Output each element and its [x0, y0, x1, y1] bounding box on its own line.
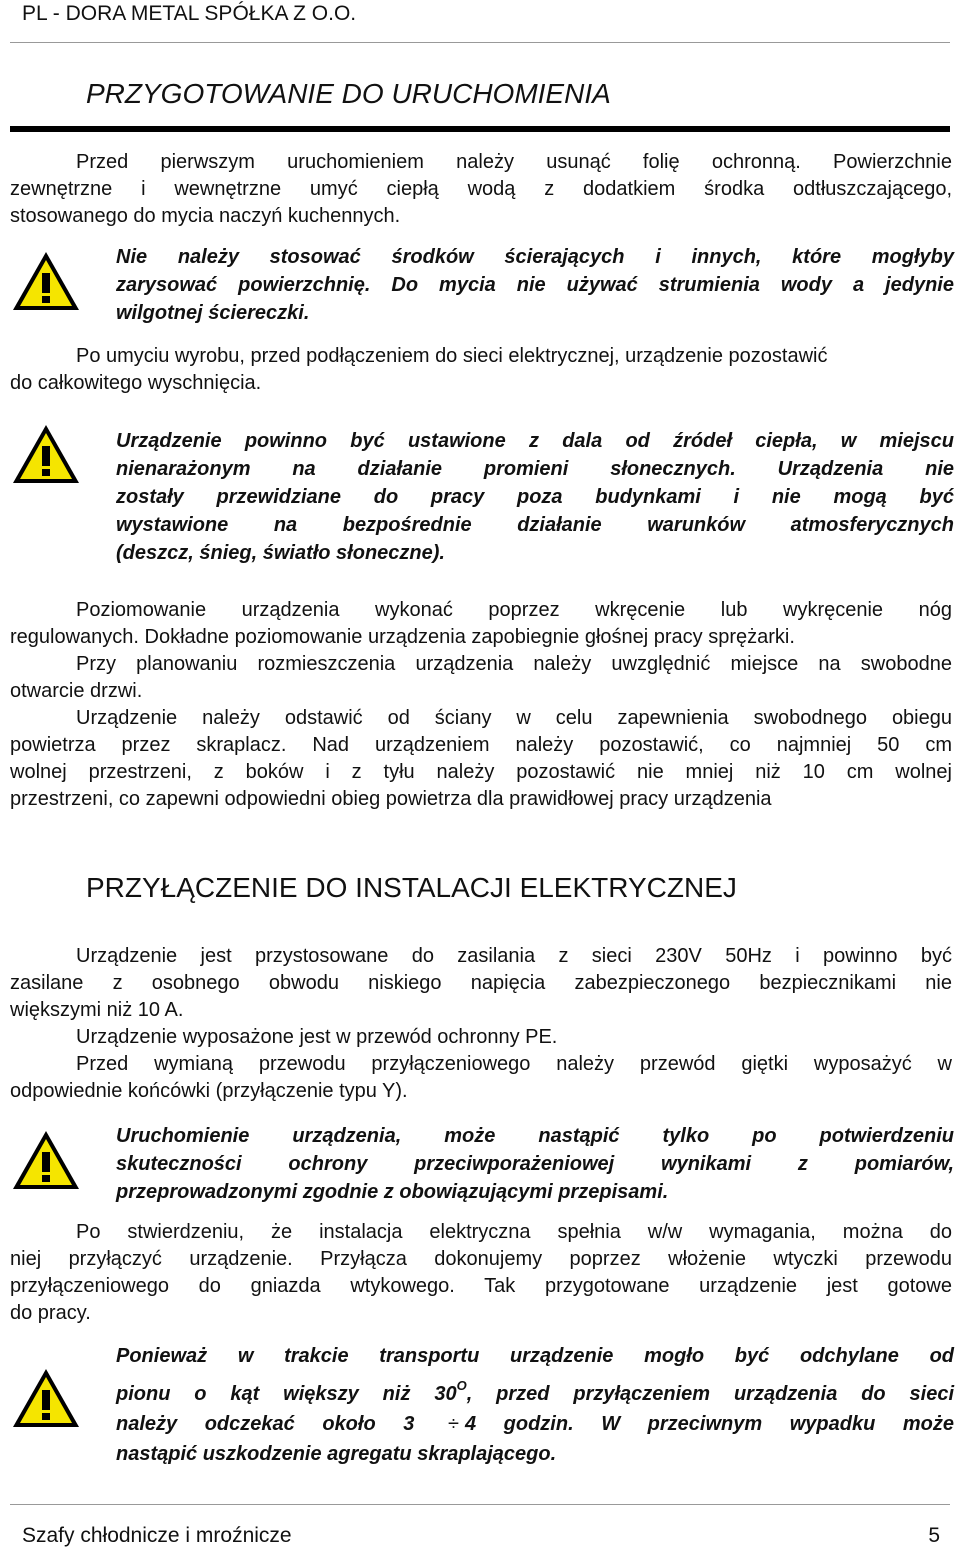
paragraph-power-supply	[10, 943, 952, 1105]
text-line: zewnętrzne i wewnętrzne umyć ciepłą wodą z dodatkiem środka odtłuszczającego,	[10, 178, 952, 200]
warning-triangle-icon	[10, 1128, 82, 1192]
text-line: Urządzenie wyposażone jest w przewód ochronny PE.	[76, 1026, 558, 1048]
warning-line: wilgotnej ściereczki.	[116, 302, 310, 324]
warning-triangle-icon	[10, 422, 82, 486]
text-line: zasilane z osobnego obwodu niskiego napięcia zabezpieczonego bezpiecznikami nie	[10, 972, 952, 994]
text-line: Urządzenie jest przystosowane do zasilania z sieci 230V 50Hz i powinno być	[76, 945, 952, 967]
text-line: Przed pierwszym uruchomieniem należy usunąć folię ochronną. Powierzchnie	[76, 151, 952, 173]
text-line: otwarcie drzwi.	[10, 680, 143, 702]
warning-line: skuteczności ochrony przeciwporażeniowej wynikami z pomiarów,	[116, 1153, 954, 1175]
warning-line: Urządzenie powinno być ustawione z dala od źródeł ciepła, w miejscu	[116, 430, 954, 452]
warning-line: Nie należy stosować środków ścierających i innych, które mogłyby	[116, 246, 954, 268]
heading-underline-rule	[10, 126, 950, 132]
section-heading-electrical: PRZYŁĄCZENIE DO INSTALACJI ELEKTRYCZNEJ	[86, 872, 737, 903]
text-line: Urządzenie należy odstawić od ściany w celu zapewnienia swobodnego obiegu	[76, 707, 952, 729]
warning-protection-check	[116, 1122, 954, 1206]
degree-superscript: O	[456, 1378, 467, 1393]
warning-triangle-icon	[10, 249, 82, 313]
header-divider	[10, 42, 950, 43]
text-line: regulowanych. Dokładne poziomowanie urządzenia zapobiegnie głośnej pracy sprężarki.	[10, 626, 795, 648]
warning-line: Ponieważ w trakcie transportu urządzenie mogło być odchylane od	[116, 1345, 954, 1367]
text-line: przestrzeni, co zapewni odpowiedni obieg powietrza dla prawidłowej pracy urządzenia	[10, 788, 772, 810]
text-line: Po stwierdzeniu, że instalacja elektryczna spełnia w/w wymagania, można do	[76, 1221, 952, 1243]
warning-line	[116, 1371, 954, 1409]
document-header-title: PL - DORA METAL SPÓŁKA Z O.O.	[22, 2, 357, 25]
warning-triangle-icon	[10, 1366, 82, 1430]
warning-line: nastąpić uszkodzenie agregatu skraplającego.	[116, 1443, 557, 1465]
paragraph-leveling	[10, 597, 952, 813]
text-line: wolnej przestrzeni, z boków i z tyłu należy pozostawić nie mniej niż 10 cm wolnej	[10, 761, 952, 783]
warning-placement	[116, 427, 954, 567]
warning-text: 4 godzin. W przeciwnym wypadku może	[464, 1413, 955, 1435]
text-line: do całkowitego wyschnięcia.	[10, 372, 262, 394]
text-line: niej przyłączyć urządzenie. Przyłącza dokonujemy poprzez włożenie wtyczki przewodu	[10, 1248, 952, 1270]
warning-text: , przed przyłączeniem urządzenia do sieci	[466, 1383, 954, 1405]
text-line: powietrza przez skraplacz. Nad urządzeniem należy pozostawić, co najmniej 50 cm	[10, 734, 952, 756]
text-line: Przy planowaniu rozmieszczenia urządzenia należy uwzględnić miejsce na swobodne	[76, 653, 952, 675]
warning-text: pionu o kąt większy niż 30	[116, 1383, 457, 1405]
warning-line: zarysować powierzchnię. Do mycia nie używać strumienia wody a jedynie	[116, 274, 954, 296]
paragraph-cleaning	[10, 149, 952, 230]
text-line: Poziomowanie urządzenia wykonać poprzez wkręcenie lub wykręcenie nóg	[76, 599, 952, 621]
range-symbol: ÷	[447, 1413, 459, 1435]
text-line: odpowiednie końcówki (przyłączenie typu Y).	[10, 1080, 408, 1102]
section-heading-preparation: PRZYGOTOWANIE DO URUCHOMIENIA	[86, 78, 611, 109]
warning-line: zostały przewidziane do pracy poza budynkami i nie mogą być	[116, 486, 954, 508]
paragraph-drying	[10, 343, 952, 397]
page-number: 5	[928, 1524, 940, 1547]
text-line: przyłączeniowego do gniazda wtykowego. Tak przygotowane urządzenie jest gotowe	[10, 1275, 952, 1297]
text-line: większymi niż 10 A.	[10, 999, 184, 1021]
paragraph-connection	[10, 1219, 952, 1327]
footer-document-title: Szafy chłodnicze i mroźnicze	[22, 1524, 292, 1547]
warning-line: wystawione na bezpośrednie działanie warunków atmosferycznych	[116, 514, 954, 536]
warning-transport-tilt	[116, 1341, 954, 1469]
warning-line: przeprowadzonymi zgodnie z obowiązującymi przepisami.	[116, 1181, 669, 1203]
warning-line: Uruchomienie urządzenia, może nastąpić tylko po potwierdzeniu	[116, 1125, 954, 1147]
text-line: Przed wymianą przewodu przyłączeniowego należy przewód giętki wyposażyć w	[76, 1053, 952, 1075]
footer-divider	[10, 1504, 950, 1505]
text-line: stosowanego do mycia naczyń kuchennych.	[10, 205, 401, 227]
warning-text: należy odczekać około 3	[116, 1413, 442, 1435]
warning-abrasives	[116, 243, 954, 327]
warning-line	[116, 1409, 954, 1439]
warning-line: nienarażonym na działanie promieni słonecznych. Urządzenia nie	[116, 458, 954, 480]
text-line: Po umyciu wyrobu, przed podłączeniem do sieci elektrycznej, urządzenie pozostawić	[76, 345, 828, 367]
text-line: do pracy.	[10, 1302, 91, 1324]
warning-line: (deszcz, śnieg, światło słoneczne).	[116, 542, 445, 564]
